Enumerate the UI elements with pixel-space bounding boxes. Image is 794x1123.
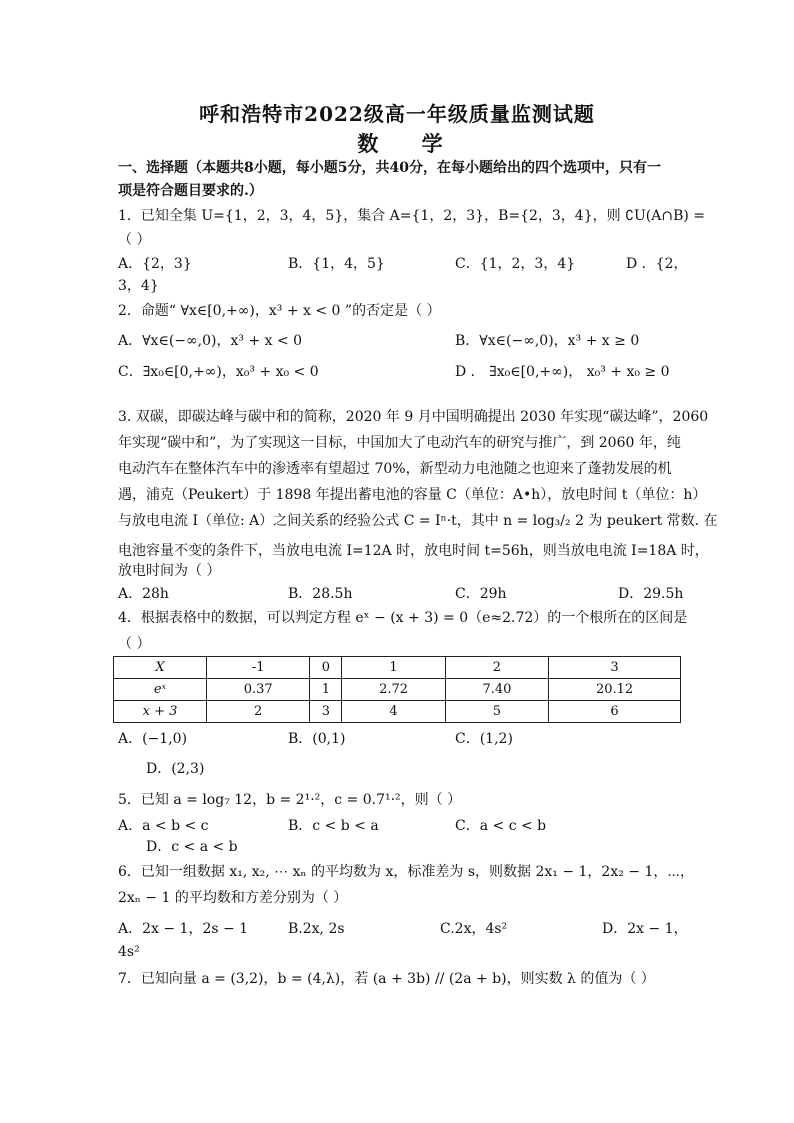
q2-option-c: C．∃x₀∈[0,+∞)，x₀³ + x₀ < 0 [118,364,319,380]
table-cell: 3 [549,657,681,679]
table-cell: 2.72 [342,679,445,701]
q2-option-b: B．∀x∈(−∞,0)，x³ + x ≥ 0 [455,333,640,349]
q6-line2: 2xₙ − 1 的平均数和方差分别为（ ） [118,890,348,906]
section-heading-line2: 项是符合题目要求的.） [118,183,263,199]
q5-option-c: C．a < c < b [455,818,547,834]
table-cell: 5 [445,701,548,723]
table-cell: 4 [342,701,445,723]
table-cell: 0.37 [207,679,310,701]
table-cell: 0 [310,657,342,679]
q2-option-a: A．∀x∈(−∞,0)，x³ + x < 0 [118,333,303,349]
q5-stem: 5．已知 a = log₇ 12，b = 2¹·²，c = 0.7¹·²，则（ ） [118,792,462,808]
q4-option-d: D．(2,3) [146,761,205,777]
q6-line1: 6．已知一组数据 x₁, x₂, ⋯ xₙ 的平均数为 x，标准差为 s，则数据 2x₁ − 1，2x₂ − 1，⋯， [118,864,694,880]
q7-stem: 7．已知向量 a = (3,2)，b = (4,λ)，若 (a + 3b) // (2a + b)，则实数 λ 的值为（ ） [118,971,655,987]
table-cell: X [114,657,207,679]
q6-option-a: A．2x − 1，2s − 1 [118,921,249,937]
table-row [114,679,681,701]
table-row [114,657,681,679]
q6-option-d-cont: 4s² [118,944,140,960]
q4-data-table [113,656,681,723]
table-cell: 3 [310,701,342,723]
table-cell: 20.12 [549,679,681,701]
q4-stem: 4．根据表格中的数据，可以判定方程 eˣ − (x + 3) = 0（e≈2.72）的一个根所在的区间是 [118,610,688,626]
q3-line7: 放电时间为（ ） [118,563,221,579]
q3-option-c: C．29h [455,586,507,602]
table-cell: 6 [549,701,681,723]
q1-option-b: B．{1，4，5} [288,256,385,272]
exam-title: 呼和浩特市2022级高一年级质量监测试题 [199,102,595,126]
q3-line1: 3. 双碳，即碳达峰与碳中和的简称，2020 年 9 月中国明确提出 2030 年实现“碳达峰”，2060 [118,409,709,425]
q6-option-b: B.2x, 2s [288,921,345,937]
table-cell: 2 [207,701,310,723]
q5-option-a: A．a < b < c [118,818,209,834]
q3-line4: 遇，浦克（Peukert）于 1898 年提出蓄电池的容量 C（单位：A•h），放电时间 t（单位：h） [118,487,707,503]
table-cell: 1 [310,679,342,701]
q1-stem: 1．已知全集 U={1，2，3，4，5}，集合 A={1，2，3}，B={2，3，4}，则 ∁U(A∩B) = [118,208,706,224]
q6-option-c: C.2x，4s² [440,921,508,937]
table-cell: eˣ [114,679,207,701]
q2-option-d: D ． ∃x₀∈[0,+∞)， x₀³ + x₀ ≥ 0 [455,364,670,380]
q5-option-d: D．c < a < b [146,839,238,855]
table-cell: 2 [445,657,548,679]
q3-option-d: D．29.5h [618,586,684,602]
q2-stem: 2．命题“ ∀x∈[0,+∞)，x³ + x < 0 ”的否定是（ ） [118,303,441,319]
q3-option-a: A．28h [118,586,169,602]
table-cell: 1 [342,657,445,679]
q3-line6: 电池容量不变的条件下，当放电电流 I=12A 时，放电时间 t=56h，则当放电电流 I=18A 时， [118,543,709,559]
section-heading-line1: 一、选择题（本题共8小题，每小题5分，共40分，在每小题给出的四个选项中，只有一 [118,160,661,176]
q5-option-b: B．c < b < a [288,818,379,834]
q1-option-d: D ．{2， [626,256,688,272]
q1-option-d-cont: 3，4} [118,278,159,294]
q4-option-c: C．(1,2) [455,731,513,747]
table-cell: x + 3 [114,701,207,723]
q4-option-b: B．(0,1) [288,731,346,747]
q1-option-c: C．{1，2，3，4} [455,256,576,272]
q3-line2: 年实现“碳中和”，为了实现这一目标，中国加大了电动汽车的研究与推广，到 2060 年，纯 [118,435,681,451]
q4-paren: （ ） [118,636,151,652]
q3-line5: 与放电电流 I（单位: A）之间关系的经验公式 C = Iⁿ·t，其中 n = log₃/₂ 2 为 peukert 常数. 在 [118,513,718,529]
q6-option-d: D．2x − 1， [602,921,688,937]
q1-paren: （ ） [118,232,151,248]
table-cell: 7.40 [445,679,548,701]
q1-option-a: A．{2，3} [118,256,192,272]
q3-line3: 电动汽车在整体汽车中的渗透率有望超过 70%，新型动力电池随之也迎来了蓬勃发展的机 [118,461,672,477]
q4-option-a: A．(−1,0) [118,731,188,747]
q3-option-b: B．28.5h [288,586,353,602]
table-cell: -1 [207,657,310,679]
table-row [114,701,681,723]
subject-title: 数 学 [357,131,461,156]
